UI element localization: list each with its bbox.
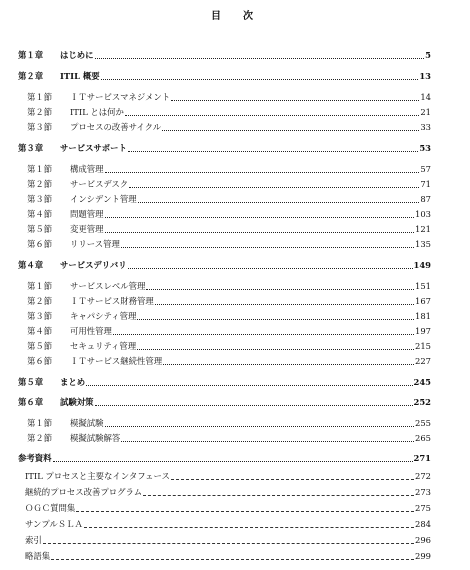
- toc-entry-number: 第１章: [18, 50, 44, 60]
- toc-entry-page: 103: [415, 209, 431, 219]
- toc-entry-title: 模擬試験: [70, 418, 104, 428]
- toc-entry-title: ＩＴサービス財務管理: [70, 296, 154, 306]
- toc-entry-page: 265: [415, 433, 431, 443]
- toc-entry-number: 第２節: [27, 107, 53, 117]
- dot-leader: [43, 542, 414, 544]
- toc-entry-title: サービスサポート: [60, 143, 127, 153]
- toc-entry-title: サービスレベル管理: [70, 281, 146, 291]
- dot-leader: [95, 404, 413, 406]
- toc-entry-title: 可用性管理: [70, 326, 112, 336]
- toc-entry-number: 第３章: [18, 143, 44, 153]
- dot-leader: [105, 171, 420, 173]
- toc-entry: [18, 71, 431, 82]
- toc-entry-number: 第３節: [27, 311, 53, 321]
- toc-entry-page: 14: [420, 92, 431, 102]
- toc-entry: [27, 209, 431, 220]
- toc-entry-page: 33: [420, 122, 431, 132]
- toc-entry: [27, 194, 431, 205]
- toc-entry-number: 第６節: [27, 356, 53, 366]
- toc-entry-number: 第４章: [18, 260, 44, 270]
- dot-leader: [155, 303, 414, 305]
- toc-entry: [25, 519, 431, 530]
- toc-entry-page: 252: [413, 397, 431, 407]
- toc-entry: [27, 239, 431, 250]
- toc-entry: [27, 356, 431, 367]
- toc-entry: [27, 296, 431, 307]
- toc-entry-title: ＩＴサービス継続性管理: [70, 356, 163, 366]
- toc-entry: [27, 311, 431, 322]
- toc-entry: [25, 551, 431, 562]
- toc-entry-page: 273: [415, 487, 431, 497]
- toc-entry-page: 296: [415, 535, 431, 545]
- toc-entry-title: 継続的プロセス改善プログラム: [25, 487, 143, 497]
- dot-leader: [105, 231, 415, 233]
- toc-entry-title: ＯＧＣ質問集: [25, 503, 76, 513]
- dot-leader: [143, 494, 414, 496]
- toc-entry-title: インシデント管理: [70, 194, 137, 204]
- toc-entry-title: サンプルＳＬＡ: [25, 519, 83, 529]
- toc-entry-number: 第１節: [27, 281, 53, 291]
- toc-entry-number: 第１節: [27, 164, 53, 174]
- dot-leader: [95, 57, 425, 59]
- page-title: 目 次: [211, 11, 259, 22]
- toc-entry-number: 第５章: [18, 377, 44, 387]
- dot-leader: [105, 216, 415, 218]
- toc-entry-page: 71: [420, 179, 431, 189]
- toc-entry-number: 第２章: [18, 71, 44, 81]
- toc-entry-number: 第５節: [27, 224, 53, 234]
- dot-leader: [162, 129, 419, 131]
- dot-leader: [105, 425, 415, 427]
- dot-leader: [137, 318, 414, 320]
- dot-leader: [137, 348, 414, 350]
- dot-leader: [128, 267, 413, 269]
- toc-entry: [27, 92, 431, 103]
- toc-entry-title: 変更管理: [70, 224, 104, 234]
- toc-entry: [18, 397, 431, 408]
- toc-entry-page: 197: [415, 326, 431, 336]
- toc-entry-title: セキュリティ管理: [70, 341, 137, 351]
- dot-leader: [163, 363, 414, 365]
- toc-entry-page: 57: [420, 164, 431, 174]
- toc-entry-title: ITIL プロセスと主要なインタフェース: [25, 471, 170, 481]
- dot-leader: [138, 201, 420, 203]
- toc-entry-number: 第６節: [27, 239, 53, 249]
- toc-entry: [27, 326, 431, 337]
- toc-entry-title: ITIL とは何か: [70, 107, 124, 117]
- toc-entry: [27, 122, 431, 133]
- toc-entry-page: 151: [415, 281, 431, 291]
- toc-entry-page: 121: [415, 224, 431, 234]
- toc-entry-title: 略語集: [25, 551, 51, 561]
- toc-entry: [27, 341, 431, 352]
- toc-entry-page: 5: [425, 50, 431, 60]
- toc-entry-number: 第３節: [27, 194, 53, 204]
- toc-entry-page: 255: [415, 418, 431, 428]
- toc-entry-number: 第２節: [27, 179, 53, 189]
- dot-leader: [84, 526, 414, 528]
- toc-entry-number: 第４節: [27, 326, 53, 336]
- toc-entry: [18, 453, 431, 464]
- toc-entry-page: 87: [420, 194, 431, 204]
- toc-entry: [18, 377, 431, 388]
- dot-leader: [76, 510, 414, 512]
- toc-entry: [27, 281, 431, 292]
- dot-leader: [146, 288, 414, 290]
- toc-entry-number: 第２節: [27, 433, 53, 443]
- dot-leader: [86, 384, 412, 386]
- dot-leader: [101, 78, 419, 80]
- toc-entry-page: 21: [420, 107, 431, 117]
- toc-entry-number: 第１節: [27, 418, 53, 428]
- toc-entry: [25, 503, 431, 514]
- toc-entry-number: 第２節: [27, 296, 53, 306]
- toc-entry-title: 構成管理: [70, 164, 104, 174]
- toc-entry-page: 299: [415, 551, 431, 561]
- toc-entry-page: 245: [413, 377, 431, 387]
- toc-entry: [25, 471, 431, 482]
- toc-entry: [25, 487, 431, 498]
- toc-entry-page: 149: [413, 260, 431, 270]
- toc-entry-page: 181: [415, 311, 431, 321]
- dot-leader: [53, 460, 413, 462]
- toc-entry-page: 275: [415, 503, 431, 513]
- toc-entry-title: まとめ: [60, 377, 86, 387]
- toc-entry-page: 272: [415, 471, 431, 481]
- toc-entry: [27, 433, 431, 444]
- dot-leader: [125, 114, 419, 116]
- dot-leader: [51, 558, 414, 560]
- toc-entry: [27, 179, 431, 190]
- toc-entry-page: 284: [415, 519, 431, 529]
- toc-entry-page: 167: [415, 296, 431, 306]
- toc-entry-title: サービスデリバリ: [60, 260, 127, 270]
- toc-entry-number: 第１節: [27, 92, 53, 102]
- toc-entry-number: 第３節: [27, 122, 53, 132]
- toc-entry-page: 13: [419, 71, 431, 81]
- toc-entry: [27, 164, 431, 175]
- toc-entry-title: 試験対策: [60, 397, 94, 407]
- dot-leader: [171, 99, 419, 101]
- toc-entry-title: 参考資料: [18, 453, 52, 463]
- toc-entry: [27, 224, 431, 235]
- toc-entry: [18, 50, 431, 61]
- toc-entry: [18, 260, 431, 271]
- toc-entry: [27, 107, 431, 118]
- toc-entry-number: 第６章: [18, 397, 44, 407]
- toc-entry-title: プロセスの改善サイクル: [70, 122, 162, 132]
- dot-leader: [121, 440, 414, 442]
- toc-entry-page: 227: [415, 356, 431, 366]
- toc-entry-number: 第５節: [27, 341, 53, 351]
- toc-entry-title: 模擬試験解答: [70, 433, 121, 443]
- toc-entry-page: 53: [419, 143, 431, 153]
- toc-entry-title: リリース管理: [70, 239, 120, 249]
- dot-leader: [113, 333, 414, 335]
- toc-entry-title: 索引: [25, 535, 42, 545]
- toc-entry-title: はじめに: [60, 50, 94, 60]
- toc-entry-page: 135: [415, 239, 431, 249]
- toc-entry: [18, 143, 431, 154]
- toc-entry-title: 問題管理: [70, 209, 104, 219]
- toc-entry-page: 215: [415, 341, 431, 351]
- toc-entry-title: ＩＴサービスマネジメント: [70, 92, 171, 102]
- dot-leader: [129, 186, 419, 188]
- toc-entry-page: 271: [413, 453, 431, 463]
- toc-entry-title: サービスデスク: [70, 179, 129, 189]
- toc-entry: [25, 535, 431, 546]
- toc-entry-title: ITIL 概要: [60, 71, 100, 81]
- toc-entry-number: 第４節: [27, 209, 53, 219]
- dot-leader: [171, 478, 414, 480]
- dot-leader: [121, 246, 414, 248]
- toc-entry-title: キャパシティ管理: [70, 311, 137, 321]
- toc-entry: [27, 418, 431, 429]
- dot-leader: [128, 150, 419, 152]
